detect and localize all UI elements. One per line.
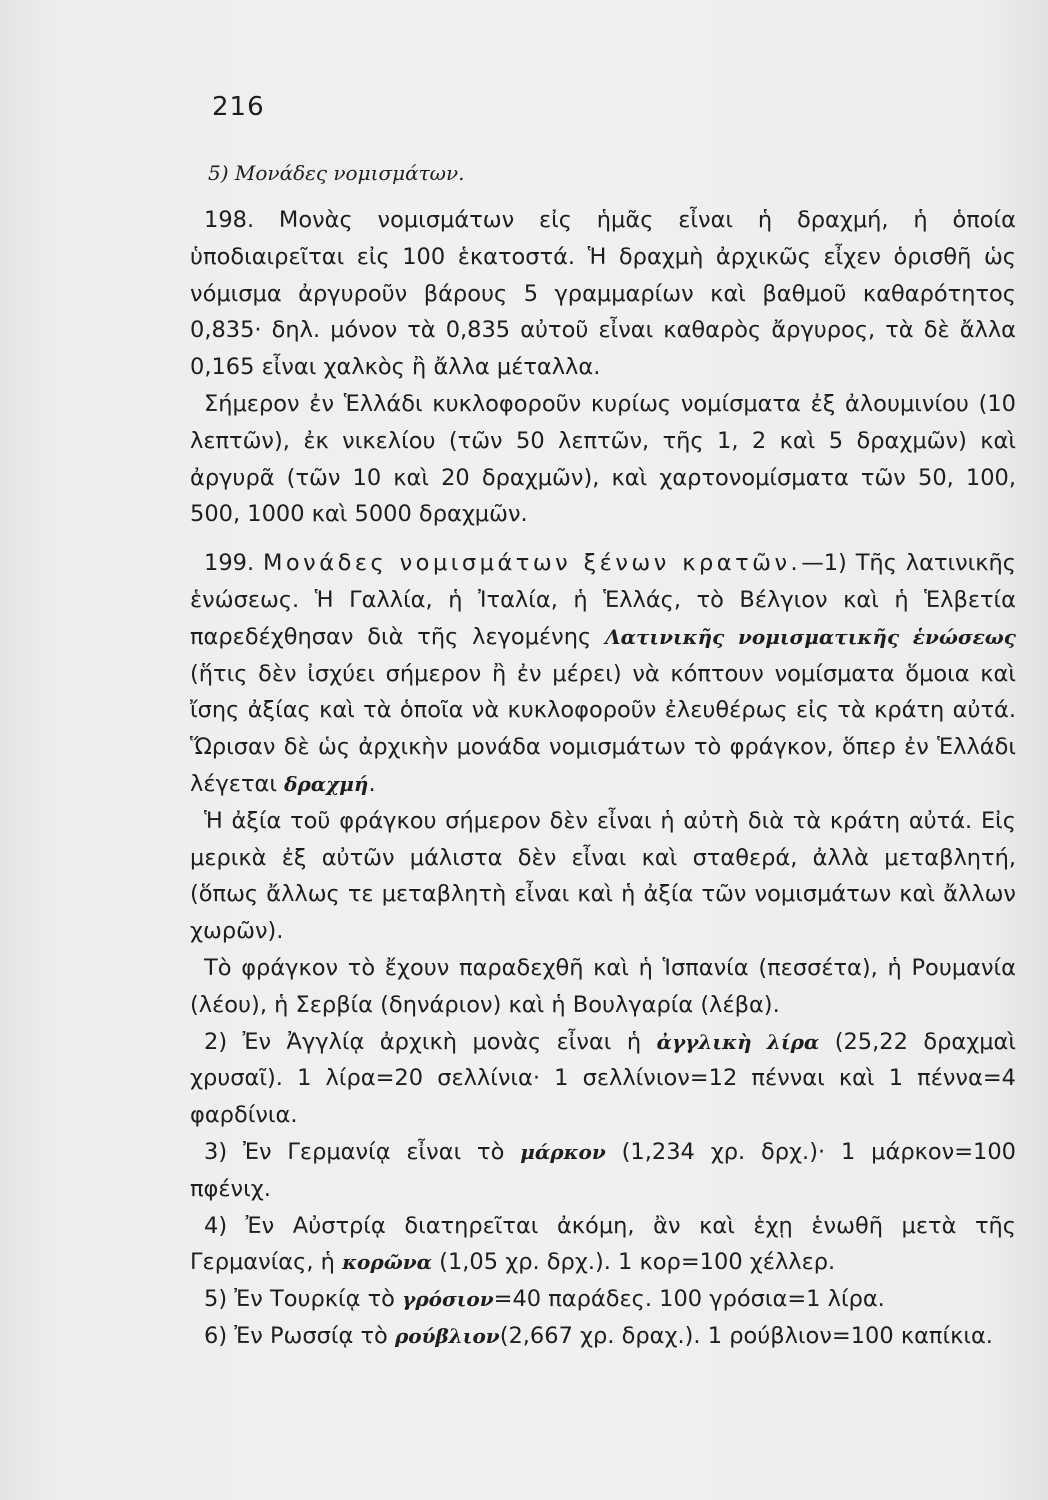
emphasis-drachma: δραχμή xyxy=(284,771,369,796)
text-run: (ἥτις δὲν ἰσχύει σήμερον ἢ ἐν μέρει) νὰ κόπτουν νομίσματα ὅμοια καὶ ἴσης ἀξίας καὶ τὰ ὁποῖα νὰ κυκλοφοροῦν ἐλευθέρως εἰς τὰ κράτη αὐτά. Ὥρισαν δὲ ὡς ἀρχικὴν μονάδα νομισμάτων τὸ φράγκον, ὅπερ ἐν Ἑλλάδι λέγεται xyxy=(190,660,1016,797)
paragraph-austria xyxy=(190,1208,1016,1282)
text-run: —1) Τῆς λατινικῆς ἑνώσεως. Ἡ Γαλλία, ἡ Ἰταλία, ἡ Ἑλλάς, τὸ Βέλγιον καὶ ἡ Ἑλβετία παρεδέχθησαν διὰ τῆς λεγομένης xyxy=(190,550,1017,650)
text-run: (1,234 χρ. δρχ.)· 1 μάρκον=100 πφένιχ. xyxy=(190,1138,1016,1202)
text-run: (25,22 δραχμαὶ χρυσαῖ). 1 λίρα=20 σελλίνια· 1 σελλίνιον=12 πένναι καὶ 1 πέννα=4 φαρδίνια. xyxy=(190,1028,1016,1129)
page-number: 216 xyxy=(212,92,265,122)
paragraph-number: 199. xyxy=(204,550,263,577)
paragraph-199 xyxy=(190,545,1016,803)
section-heading: 5) Μονάδες νομισμάτων. xyxy=(208,161,465,185)
emphasis-ruble: ρούβλιον xyxy=(394,1323,500,1348)
text-run: =40 παράδες. 100 γρόσια=1 λίρα. xyxy=(493,1286,885,1313)
text-run: 6) Ἐν Ρωσσίᾳ τὸ xyxy=(204,1322,395,1349)
paragraph-england xyxy=(190,1024,1016,1134)
text-run: 2) Ἐν Ἀγγλίᾳ ἀρχικὴ μονὰς εἶναι ἡ xyxy=(204,1028,657,1055)
paragraph-russia xyxy=(190,1318,1016,1355)
text-run: 3) Ἐν Γερμανίᾳ εἶναι τὸ xyxy=(204,1138,521,1165)
emphasis-piastre: γρόσιον xyxy=(402,1287,494,1312)
text-run: (2,667 χρ. δραχ.). 1 ρούβλιον=100 καπίκια. xyxy=(499,1322,993,1349)
paragraph-franc-value: Ἡ ἀξία τοῦ φράγκου σήμερον δὲν εἶναι ἡ αὐτὴ διὰ τὰ κράτη αὐτά. Εἰς μερικὰ ἐξ αὐτῶν μάλιστα δὲν εἶναι καὶ σταθερά, ἀλλὰ μεταβλητή, (ὅπως ἄλλως τε μεταβλητὴ εἶναι καὶ ἡ ἀξία τῶν νομισμάτων καὶ ἄλλων χωρῶν). xyxy=(190,807,1016,945)
emphasis-latin-union: Λατινικῆς νομισματικῆς ἑνώσεως xyxy=(605,624,1016,649)
paragraph-198: 198. Μονὰς νομισμάτων εἰς ἡμᾶς εἶναι ἡ δραχμή, ἡ ὁποία ὑποδιαιρεῖται εἰς 100 ἑκατοστά. Ἡ δραχμὴ ἀρχικῶς εἶχεν ὁρισθῆ ὡς νόμισμα ἀργυροῦν βάρους 5 γραμμαρίων καὶ βαθμοῦ καθαρότητος 0,835· δηλ. μόνον τὰ 0,835 αὐτοῦ εἶναι καθαρὸς ἄργυρος, τὰ δὲ ἄλλα 0,165 εἶναι χαλκὸς ἢ ἄλλα μέταλλα. xyxy=(190,207,1016,381)
paragraph-turkey xyxy=(190,1281,1016,1318)
emphasis-crown: κορῶνα xyxy=(342,1250,433,1275)
paragraph-germany xyxy=(190,1134,1016,1208)
emphasis-mark: μάρκον xyxy=(520,1139,606,1164)
paragraph-franc-adopters: Τὸ φράγκον τὸ ἔχουν παραδεχθῆ καὶ ἡ Ἱσπανία (πεσσέτα), ἡ Ρουμανία (λέου), ἡ Σερβία (δηνάριον) καὶ ἡ Βουλγαρία (λέβα). xyxy=(190,954,1016,1018)
paragraph-current-coins: Σήμερον ἐν Ἑλλάδι κυκλοφοροῦν κυρίως νομίσματα ἐξ ἀλουμινίου (10 λεπτῶν), ἐκ νικελίου (τῶν 50 λεπτῶν, τῆς 1, 2 καὶ 5 δραχμῶν) καὶ ἀργυρᾶ (τῶν 10 καὶ 20 δραχμῶν), καὶ χαρτονομίσματα τῶν 50, 100, 500, 1000 καὶ 5000 δραχμῶν. xyxy=(190,390,1016,528)
spaced-subheading: Μονάδες νομισμάτων ξένων κρατῶν. xyxy=(263,550,802,577)
emphasis-pound: ἀγγλικὴ λίρα xyxy=(656,1029,820,1054)
page-body xyxy=(190,158,1016,1355)
text-run: 4) Ἐν Αὐστρίᾳ διατηρεῖται ἀκόμη, ἂν καὶ ἑχῃ ἑνωθῆ μετὰ τῆς Γερμανίας, ἡ xyxy=(190,1212,1016,1276)
text-run: (1,05 χρ. δρχ.). 1 κορ=100 χέλλερ. xyxy=(432,1249,836,1276)
text-run: 5) Ἐν Τουρκίᾳ τὸ xyxy=(204,1286,403,1313)
text-run: . xyxy=(368,770,376,797)
